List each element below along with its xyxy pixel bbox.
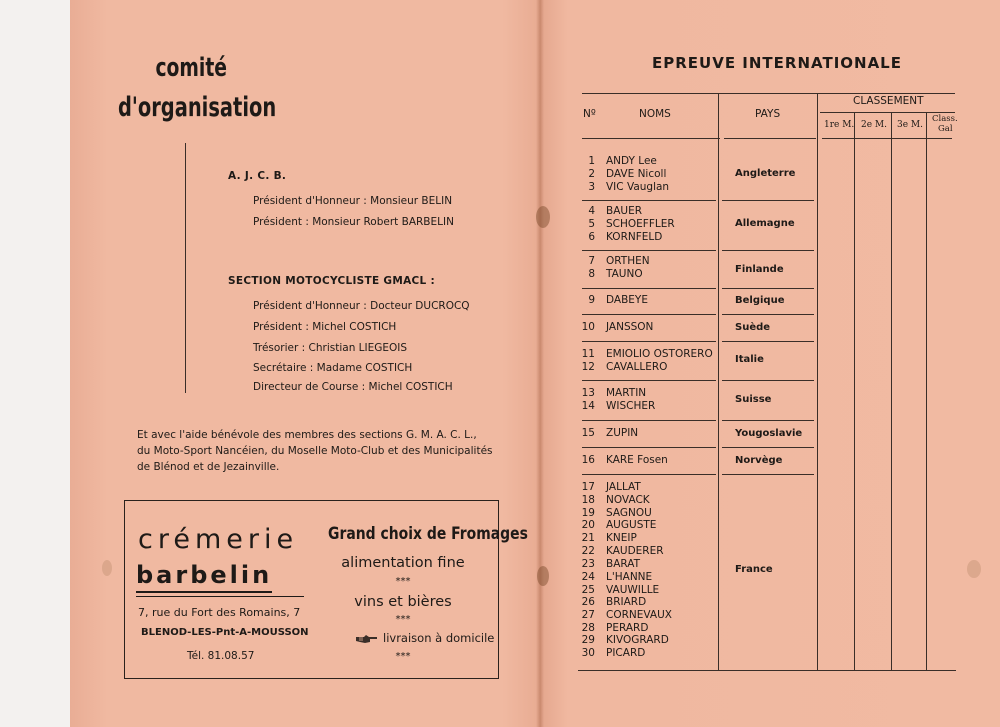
- rider-number: 18: [581, 494, 595, 506]
- paper-stain: [102, 560, 112, 576]
- group-rule: [582, 474, 716, 475]
- rider-name: BAUER: [606, 205, 643, 217]
- table-rule: [820, 112, 955, 113]
- rider-name: EMIOLIO OSTORERO: [606, 348, 713, 360]
- rider-name: ORTHEN: [606, 255, 650, 267]
- volunteers-paragraph: [137, 427, 497, 475]
- country-label: Angleterre: [735, 168, 796, 179]
- rider-name: DAVE Nicoll: [606, 168, 667, 180]
- rider-number: 6: [588, 231, 595, 243]
- group-rule: [722, 200, 814, 201]
- volunteers-line: Et avec l'aide bénévole des membres des sections G. M. A. C. L.,: [137, 429, 477, 441]
- group-rule: [722, 447, 814, 448]
- rider-name: KORNFELD: [606, 231, 663, 243]
- rider-name: TAUNO: [606, 268, 643, 280]
- volunteers-line: de Blénod et de Jezainville.: [137, 461, 280, 473]
- table-rule: [582, 93, 955, 94]
- rider-number: 24: [581, 571, 595, 583]
- rider-number: 8: [588, 268, 595, 280]
- page-title: [118, 48, 277, 128]
- group-rule: [582, 447, 716, 448]
- country-label: Italie: [735, 354, 764, 365]
- group-rule: [722, 341, 814, 342]
- ad-shop-name-line2: barbelin: [136, 561, 272, 593]
- table-rule: [724, 138, 816, 139]
- table-rule: [854, 112, 855, 670]
- group-rule: [722, 420, 814, 421]
- rider-number: 12: [581, 361, 595, 373]
- table-rule: [718, 93, 719, 670]
- rider-name: NOVACK: [606, 494, 650, 506]
- ad-stars: ***: [395, 576, 411, 587]
- rider-number: 3: [588, 181, 595, 193]
- rider-number: 20: [581, 519, 595, 531]
- rider-name: CORNEVAUX: [606, 609, 672, 621]
- ad-stars: ***: [395, 614, 411, 625]
- group-rule: [582, 420, 716, 421]
- gmacl-role: Président d'Honneur : Docteur DUCROCQ: [253, 300, 470, 312]
- group-rule: [582, 314, 716, 315]
- header-names: NOMS: [639, 108, 671, 120]
- rider-name: BARAT: [606, 558, 641, 570]
- rider-number: 13: [581, 387, 595, 399]
- rider-number: 2: [588, 168, 595, 180]
- rider-number: 30: [581, 647, 595, 659]
- table-rule: [817, 93, 818, 670]
- ad-underline: [136, 596, 304, 597]
- rider-number: 29: [581, 634, 595, 646]
- header-general-1: Class.: [932, 114, 958, 124]
- country-label: Finlande: [735, 264, 784, 275]
- rider-name: CAVALLERO: [606, 361, 668, 373]
- rider-name: WISCHER: [606, 400, 656, 412]
- rider-name: PICARD: [606, 647, 646, 659]
- rider-name: ANDY Lee: [606, 155, 657, 167]
- rider-name: ZUPIN: [606, 427, 639, 439]
- gmacl-role: Trésorier : Christian LIEGEOIS: [253, 342, 408, 354]
- header-round-1: 1re M.: [824, 120, 855, 130]
- group-rule: [582, 288, 716, 289]
- rider-number: 4: [588, 205, 595, 217]
- paper-stain: [536, 206, 550, 228]
- header-round-2: 2e M.: [861, 120, 887, 130]
- rider-name: VIC Vauglan: [606, 181, 670, 193]
- group-rule: [722, 380, 814, 381]
- rider-name: KIVOGRARD: [606, 634, 669, 646]
- country-label: France: [735, 564, 773, 575]
- country-label: Suisse: [735, 394, 772, 405]
- rider-number: 23: [581, 558, 595, 570]
- ad-delivery: [355, 631, 494, 645]
- group-rule: [722, 474, 814, 475]
- rider-number: 1: [588, 155, 595, 167]
- rider-number: 22: [581, 545, 595, 557]
- rider-name: BRIARD: [606, 596, 647, 608]
- table-rule: [891, 112, 892, 670]
- ad-headline: Grand choix de Fromages: [328, 524, 528, 544]
- ajcb-role: Président : Monsieur Robert BARBELIN: [253, 216, 454, 228]
- ad-item: vins et bières: [354, 594, 452, 610]
- rider-number: 25: [581, 584, 595, 596]
- title-line-2: d'organisation: [118, 92, 277, 123]
- ajcb-role: Président d'Honneur : Monsieur BELIN: [253, 195, 453, 207]
- rider-number: 9: [588, 294, 595, 306]
- rider-name: VAUWILLE: [606, 584, 660, 596]
- results-title: EPREUVE INTERNATIONALE: [652, 54, 902, 72]
- ad-telephone: Tél. 81.08.57: [187, 650, 255, 662]
- group-rule: [722, 250, 814, 251]
- group-rule: [582, 200, 716, 201]
- rider-number: 21: [581, 532, 595, 544]
- rider-number: 10: [581, 321, 595, 333]
- rider-name: JANSSON: [606, 321, 654, 333]
- rider-number: 28: [581, 622, 595, 634]
- group-rule: [582, 380, 716, 381]
- rider-number: 26: [581, 596, 595, 608]
- country-label: Norvège: [735, 455, 783, 466]
- rider-number: 16: [581, 454, 595, 466]
- rider-name: KAUDERER: [606, 545, 664, 557]
- gmacl-role: Directeur de Course : Michel COSTICH: [253, 381, 453, 393]
- header-general-2: Gal: [938, 124, 953, 134]
- ad-address: 7, rue du Fort des Romains, 7: [138, 606, 301, 619]
- title-line-1: comité: [155, 53, 227, 83]
- rider-number: 7: [588, 255, 595, 267]
- rider-name: AUGUSTE: [606, 519, 657, 531]
- vertical-rule: [185, 143, 186, 393]
- group-rule: [582, 341, 716, 342]
- table-rule: [582, 138, 720, 139]
- header-number: Nº: [583, 108, 596, 120]
- group-rule: [722, 314, 814, 315]
- gmacl-role: Secrétaire : Madame COSTICH: [253, 362, 413, 374]
- paper-stain: [537, 566, 549, 586]
- header-ranking: CLASSEMENT: [853, 95, 924, 107]
- rider-name: JALLAT: [606, 481, 641, 493]
- rider-number: 5: [588, 218, 595, 230]
- rider-number: 19: [581, 507, 595, 519]
- rider-name: KARE Fosen: [606, 454, 668, 466]
- table-rule: [926, 112, 927, 670]
- country-label: Allemagne: [735, 218, 795, 229]
- rider-name: SCHOEFFLER: [606, 218, 675, 230]
- volunteers-line: du Moto-Sport Nancéien, du Moselle Moto-Club et des Municipalités: [137, 445, 493, 457]
- table-rule: [578, 670, 956, 671]
- paper-stain: [967, 560, 981, 578]
- ad-item: alimentation fine: [341, 555, 465, 571]
- rider-number: 11: [581, 348, 595, 360]
- header-round-3: 3e M.: [897, 120, 923, 130]
- gmacl-heading: SECTION MOTOCYCLISTE GMACL :: [228, 275, 435, 287]
- header-country: PAYS: [755, 108, 781, 120]
- rider-name: SAGNOU: [606, 507, 652, 519]
- ad-shop-name-line1: crémerie: [138, 524, 299, 555]
- ajcb-heading: A. J. C. B.: [228, 170, 287, 182]
- rider-name: KNEIP: [606, 532, 637, 544]
- country-label: Suède: [735, 322, 771, 333]
- rider-number: 15: [581, 427, 595, 439]
- rider-name: DABEYE: [606, 294, 648, 306]
- country-label: Belgique: [735, 295, 785, 306]
- group-rule: [582, 250, 716, 251]
- group-rule: [722, 288, 814, 289]
- ad-city: BLENOD-LES-Pnt-A-MOUSSON: [141, 627, 309, 638]
- rider-number: 17: [581, 481, 595, 493]
- ad-stars: ***: [395, 651, 411, 662]
- gmacl-role: Président : Michel COSTICH: [253, 321, 397, 333]
- rider-name: L'HANNE: [606, 571, 653, 583]
- country-label: Yougoslavie: [735, 428, 803, 439]
- rider-number: 27: [581, 609, 595, 621]
- rider-name: MARTIN: [606, 387, 647, 399]
- page-fold: [536, 0, 544, 727]
- rider-number: 14: [581, 400, 595, 412]
- table-rule: [822, 138, 952, 139]
- rider-name: PERARD: [606, 622, 649, 634]
- ad-delivery-text: livraison à domicile: [383, 631, 495, 645]
